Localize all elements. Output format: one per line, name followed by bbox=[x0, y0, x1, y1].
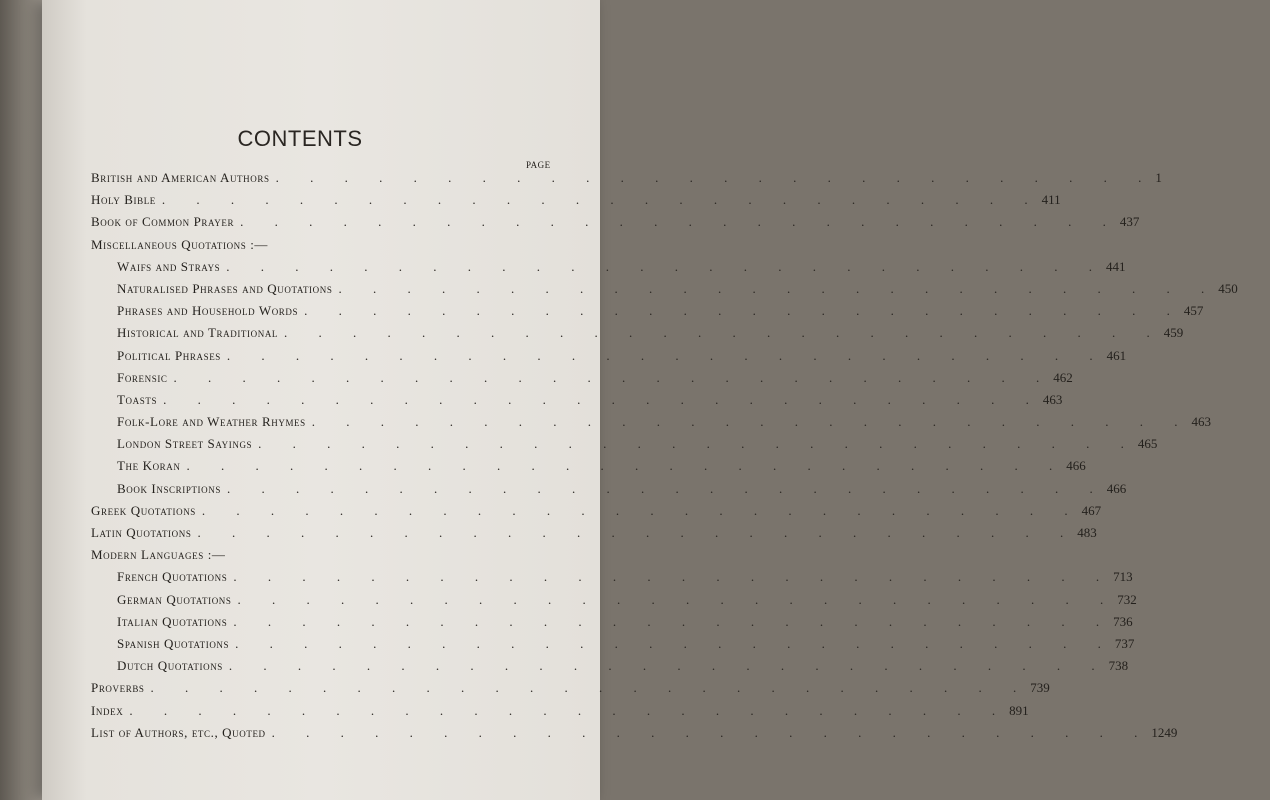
toc-entry bbox=[0, 192, 1061, 214]
toc-page-number: 739 bbox=[1030, 680, 1050, 696]
toc-entry-label: Political Phrases bbox=[117, 347, 221, 363]
toc-entry bbox=[0, 658, 1129, 680]
toc-entry bbox=[0, 480, 1127, 503]
toc-entry-label: Proverbs bbox=[91, 680, 145, 696]
toc-entry-label: Waifs and Strays bbox=[117, 258, 221, 274]
dot-leader: . . . . . . . . . . . . . . . . . . . . . . . . . . bbox=[271, 724, 1152, 740]
toc-entry bbox=[0, 258, 1126, 281]
dot-leader: . . . . . . . . . . . . . . . . . . . . . . . . . . bbox=[233, 569, 1114, 585]
toc-entry bbox=[0, 237, 600, 259]
table-of-contents bbox=[0, 170, 1238, 747]
dot-leader: . . . . . . . . . . . . . . . . . . . . . . . . . . bbox=[233, 613, 1114, 629]
toc-page-number: 437 bbox=[1119, 214, 1140, 230]
dot-leader: . . . . . . . . . . . . . . . . . . . . . . . . . . bbox=[226, 480, 1107, 496]
toc-page-number: 463 bbox=[1042, 391, 1063, 407]
page-column-header: PAGE bbox=[526, 160, 551, 170]
toc-entry bbox=[0, 414, 1212, 436]
toc-entry-label: Phrases and Household Words bbox=[117, 303, 299, 319]
toc-entry bbox=[0, 502, 1102, 525]
dot-leader: . . . . . . . . . . . . . . . . . . . . . . . . . . bbox=[304, 303, 1184, 319]
toc-page-number: 483 bbox=[1077, 525, 1097, 540]
dot-leader: . . . . . . . . . . . . . . . . . . . . . . . . . . bbox=[173, 369, 1054, 385]
dot-leader: . . . . . . . . . . . . . . . . . . . . . . . . . . bbox=[226, 258, 1107, 274]
toc-page-number: 736 bbox=[1113, 613, 1133, 629]
dot-leader: . . . . . . . . . . . . . . . . . . . . . . . . . . bbox=[228, 658, 1109, 674]
toc-page-number: 463 bbox=[1191, 414, 1212, 430]
dot-leader: . . . . . . . . . . . . . . . . . . . . . . . . . . bbox=[163, 391, 1043, 407]
toc-entry-label: German Quotations bbox=[117, 591, 232, 607]
toc-page-number: 738 bbox=[1108, 658, 1129, 674]
dot-leader: . . . . . . . . . . . . . . . . . . . . . . . . . . bbox=[201, 502, 1082, 518]
toc-entry bbox=[0, 325, 1184, 347]
toc-entry-label: Italian Quotations bbox=[117, 613, 228, 629]
toc-entry-label: Book Inscriptions bbox=[117, 480, 221, 496]
dot-leader: . . . . . . . . . . . . . . . . . . . . . . . . . . bbox=[275, 170, 1156, 185]
toc-entry bbox=[0, 569, 1133, 591]
toc-entry-label: Latin Quotations bbox=[91, 525, 192, 540]
toc-page-number: 466 bbox=[1066, 458, 1086, 474]
toc-page-number: 713 bbox=[1113, 569, 1133, 585]
toc-entry-label: Folk-Lore and Weather Rhymes bbox=[117, 414, 306, 430]
dot-leader: . . . . . . . . . . . . . . . . . . . . . . . . . . bbox=[284, 325, 1164, 341]
dot-leader: . . . . . . . . . . . . . . . . . . . . . . . . . . bbox=[258, 436, 1138, 452]
toc-entry-label: London Street Sayings bbox=[117, 436, 253, 452]
toc-page-number: 461 bbox=[1106, 347, 1127, 363]
page-title: CONTENTS bbox=[237, 126, 363, 151]
toc-entry bbox=[0, 702, 1029, 725]
toc-page-number: 462 bbox=[1053, 369, 1073, 385]
dot-leader: . . . . . . . . . . . . . . . . . . . . . . . . . . bbox=[235, 635, 1115, 651]
toc-entry-label: Miscellaneous Quotations :— bbox=[91, 236, 269, 252]
toc-page-number: 459 bbox=[1163, 325, 1184, 341]
toc-entry-label: Forensic bbox=[117, 369, 168, 385]
toc-entry-label: Greek Quotations bbox=[91, 502, 196, 518]
toc-entry bbox=[0, 458, 1086, 480]
toc-entry-label: Modern Languages :— bbox=[91, 547, 226, 563]
toc-entry-label: Holy Bible bbox=[91, 192, 156, 208]
toc-entry bbox=[0, 680, 1050, 702]
toc-page-number: 450 bbox=[1218, 280, 1238, 296]
dot-leader: . . . . . . . . . . . . . . . . . . . . . . . . . . bbox=[240, 214, 1120, 230]
toc-entry-label: Dutch Quotations bbox=[117, 658, 223, 674]
toc-page-number: 441 bbox=[1106, 258, 1126, 274]
toc-entry bbox=[0, 591, 1137, 614]
toc-entry bbox=[0, 303, 1204, 325]
dot-leader: . . . . . . . . . . . . . . . . . . . . . . . . . . bbox=[338, 280, 1219, 296]
toc-entry bbox=[0, 214, 1140, 236]
toc-entry bbox=[0, 347, 1127, 370]
dot-leader: . . . . . . . . . . . . . . . . . . . . . . . . . . bbox=[129, 702, 1010, 718]
toc-page-number: 891 bbox=[1009, 702, 1029, 718]
toc-page-number: 1249 bbox=[1151, 724, 1178, 740]
toc-page-number: 467 bbox=[1081, 502, 1102, 518]
toc-page-number: 1 bbox=[1155, 170, 1162, 185]
toc-page-number: 737 bbox=[1114, 635, 1135, 651]
toc-entry bbox=[0, 547, 600, 569]
toc-page-number: 465 bbox=[1137, 436, 1158, 452]
dot-leader: . . . . . . . . . . . . . . . . . . . . . . . . . . bbox=[150, 680, 1031, 696]
toc-entry bbox=[0, 369, 1073, 392]
toc-entry-label: Index bbox=[91, 702, 124, 718]
dot-leader: . . . . . . . . . . . . . . . . . . . . . . . . . . bbox=[161, 192, 1042, 208]
toc-page-number: 457 bbox=[1183, 303, 1204, 319]
toc-entry-label: Spanish Quotations bbox=[117, 635, 230, 651]
toc-entry-label: British and American Authors bbox=[91, 170, 270, 185]
toc-page-number: 466 bbox=[1106, 480, 1127, 496]
toc-page-number: 732 bbox=[1117, 591, 1137, 607]
toc-entry-label: Historical and Traditional bbox=[117, 325, 279, 341]
dot-leader: . . . . . . . . . . . . . . . . . . . . . . . . . . bbox=[311, 414, 1192, 430]
dot-leader: . . . . . . . . . . . . . . . . . . . . . . . . . . bbox=[226, 347, 1107, 363]
toc-entry bbox=[0, 525, 1097, 547]
toc-entry bbox=[0, 724, 1178, 747]
toc-entry bbox=[0, 613, 1133, 636]
toc-page-number: 411 bbox=[1041, 192, 1061, 208]
toc-entry bbox=[0, 635, 1135, 658]
dot-leader: . . . . . . . . . . . . . . . . . . . . . . . . . . bbox=[186, 458, 1067, 474]
toc-entry-label: Toasts bbox=[117, 391, 158, 407]
toc-entry-label: Naturalised Phrases and Quotations bbox=[117, 280, 333, 296]
toc-entry-label: List of Authors, etc., Quoted bbox=[91, 724, 266, 740]
toc-entry bbox=[0, 436, 1158, 458]
toc-entry-label: French Quotations bbox=[117, 569, 228, 585]
toc-entry-label: Book of Common Prayer bbox=[91, 214, 235, 230]
toc-entry bbox=[0, 170, 1162, 192]
toc-entry bbox=[0, 391, 1063, 414]
toc-entry-label: The Koran bbox=[117, 458, 181, 474]
toc-entry bbox=[0, 280, 1238, 303]
dot-leader: . . . . . . . . . . . . . . . . . . . . . . . . . . bbox=[197, 525, 1078, 540]
dot-leader: . . . . . . . . . . . . . . . . . . . . . . . . . . bbox=[237, 591, 1118, 607]
